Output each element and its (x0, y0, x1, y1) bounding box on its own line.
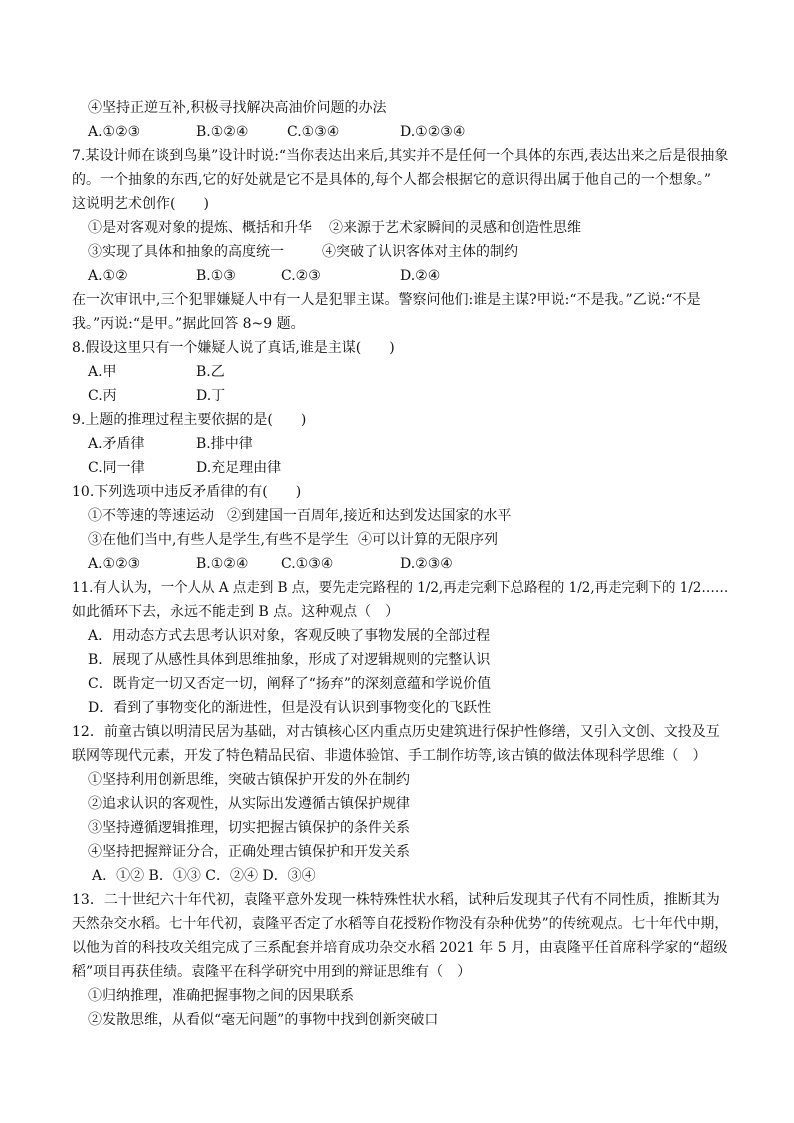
q6-option-c: C.①③④ (287, 124, 340, 140)
q11-option-a: A．用动态方式去思考认识对象，客观反映了事物发展的全部过程 (88, 628, 491, 644)
q13-stem-line3: 以他为首的科技攻关组完成了三系配套并培育成功杂交水稻 2021 年 5 月，由袁隆平任首席科学家的“超级 (72, 940, 728, 956)
q11-option-b: B．展现了从感性具体到思维抽象，形成了对逻辑规则的完整认识 (88, 652, 491, 668)
q12-item4: ④坚持把握辩证分合，正确处理古镇保护和开发关系 (88, 844, 410, 860)
intro-8-9-line1: 在一次审讯中,三个犯罪嫌疑人中有一人是犯罪主谋。警察问他们:谁是主谋?甲说:“不是我。”乙说:“不是 (72, 292, 701, 308)
q7-stem-line1: 7.某设计师在谈到鸟巢”设计时说:“当你表达出来后,其实并不是任何一个具体的东西,表达出来之后是很抽象 (72, 148, 729, 164)
q10-option-b: B.①②④ (196, 556, 249, 572)
q10-option-a: A.①②③ (88, 556, 141, 572)
q7-stem-line3: 这说明艺术创作( ) (72, 196, 209, 212)
q6-option-d: D.①②③④ (400, 124, 466, 140)
q12-stem-line2: 联网等现代元素，开发了特色精品民宿、非遗体验馆、手工制作坊等,该古镇的做法体现科学思维（ ） (72, 748, 707, 764)
q8-option-c: C.丙 (88, 388, 117, 404)
q7-option-b: B.①③ (196, 268, 236, 284)
q6-item4: ④坚持正逆互补,积极寻找解决高油价问题的办法 (88, 100, 387, 116)
q8-option-b: B.乙 (196, 364, 225, 380)
q13-item2: ②发散思维，从看似“毫无问题”的事物中找到创新突破口 (88, 1012, 439, 1028)
q12-item3: ③坚持遵循逻辑推理，切实把握古镇保护的条件关系 (88, 820, 410, 836)
q10-item3: ③在他们当中,有些人是学生,有些不是学生 (88, 532, 349, 548)
q13-stem-line1: 13．二十世纪六十年代初，袁隆平意外发现一株特殊性状水稻，试种后发现其子代有不同性质，推断其为 (72, 892, 720, 908)
q6-option-a: A.①②③ (88, 124, 141, 140)
q9-option-b: B.排中律 (196, 436, 253, 452)
q8-stem: 8.假设这里只有一个嫌疑人说了真话,谁是主谋( ) (72, 340, 395, 356)
q13-item1: ①归纳推理，准确把握事物之间的因果联系 (88, 988, 354, 1004)
q7-option-a: A.①② (88, 268, 128, 284)
q7-item1: ①是对客观对象的提炼、概括和升华 (88, 220, 312, 236)
q13-stem-line4: 稻”项目再获佳绩。袁隆平在科学研究中用到的辩证思维有（ ） (72, 964, 472, 980)
q6-option-b: B.①②④ (196, 124, 249, 140)
q10-option-d: D.②③④ (400, 556, 453, 572)
q7-item3: ③实现了具体和抽象的高度统一 (88, 244, 284, 260)
q11-stem-line2: 如此循环下去，永远不能走到 B 点。这种观点（ ） (72, 604, 400, 620)
q9-stem: 9.上题的推理过程主要依据的是( ) (72, 412, 307, 428)
q9-option-d: D.充足理由律 (196, 460, 282, 476)
q7-item4: ④突破了认识客体对主体的制约 (322, 244, 518, 260)
q7-item2: ②来源于艺术家瞬间的灵感和创造性思维 (329, 220, 581, 236)
intro-8-9-line2: 我。”丙说:“是甲。”据此回答 8~9 题。 (72, 316, 305, 332)
q7-stem-line2: 的。一个抽象的东西,它的好处就是它不是具体的,每个人都会根据它的意识得出属于他自己的一个想象。” (72, 172, 712, 188)
q12-options: A．①② B．①③ C．②④ D．③④ (92, 868, 316, 884)
q9-option-c: C.同一律 (88, 460, 145, 476)
q12-item1: ①坚持利用创新思维，突破古镇保护开发的外在制约 (88, 772, 410, 788)
q10-stem: 10.下列选项中违反矛盾律的有( ) (72, 484, 302, 500)
q10-item1: ①不等速的等速运动 (88, 508, 214, 524)
q12-stem-line1: 12．前童古镇以明清民居为基础，对古镇核心区内重点历史建筑进行保护性修缮，又引入文创、文投及互 (72, 724, 720, 740)
q10-item2: ②到建国一百周年,接近和达到发达国家的水平 (227, 508, 512, 524)
q8-option-d: D.丁 (196, 388, 226, 404)
q11-stem-line1: 11.有人认为，一个人从 A 点走到 B 点，要先走完路程的 1/2,再走完剩下总路程的 1/2,再走完剩下的 1/2…… (72, 580, 729, 596)
q7-option-d: D.②④ (400, 268, 441, 284)
q7-option-c: C.②③ (281, 268, 321, 284)
q11-option-d: D．看到了事物变化的渐进性，但是没有认识到事物变化的飞跃性 (88, 700, 492, 716)
q8-option-a: A.甲 (88, 364, 117, 380)
q10-option-c: C.①③④ (281, 556, 334, 572)
q10-item4: ④可以计算的无限序列 (358, 532, 498, 548)
q13-stem-line2: 天然杂交水稻。七十年代初，袁隆平否定了水稻等自花授粉作物没有杂种优势”的传统观点。七十年代中期， (72, 916, 729, 932)
q12-item2: ②追求认识的客观性，从实际出发遵循古镇保护规律 (88, 796, 410, 812)
q11-option-c: C．既肯定一切又否定一切，阐释了“扬弃”的深刻意蕴和学说价值 (88, 676, 492, 692)
q9-option-a: A.矛盾律 (88, 436, 145, 452)
